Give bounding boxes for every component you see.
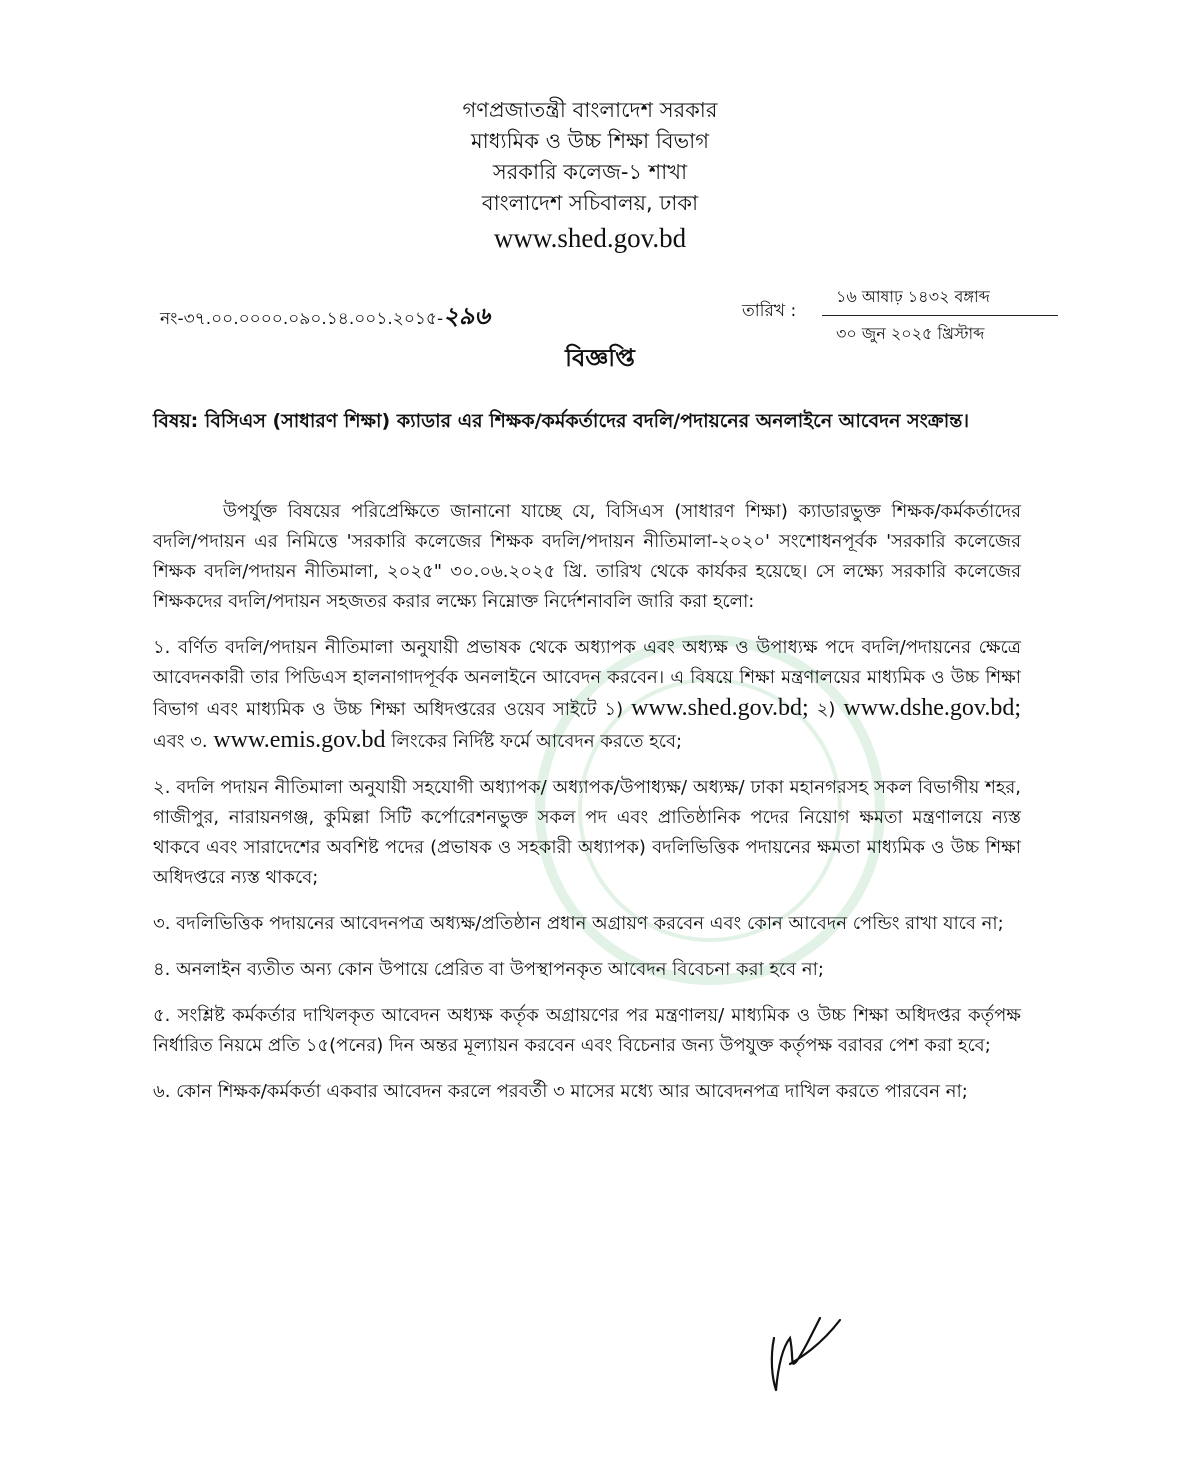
memo-number [160, 298, 490, 338]
point-1-sep-2: এবং ৩. [153, 731, 214, 752]
intro-paragraph: উপর্যুক্ত বিষয়ের পরিপ্রেক্ষিতে জানানো যাচ্ছে যে, বিসিএস (সাধারণ শিক্ষা) ক্যাডারভুক্ত শিক্ষক/কর্মকর্তাদের বদলি/পদায়ন এর নিমিত্তে 'সরকারি কলেজের শিক্ষক বদলি/পদায়ন নীতিমালা-২০২০' সংশোধনপূর্বক 'সরকারি কলেজের শিক্ষক বদলি/পদায়ন নীতিমালা, ২০২৫" ৩০.০৬.২০২৫ খ্রি. তারিখ থেকে কার্যকর হয়েছে। সে লক্ষ্যে সরকারি কলেজের শিক্ষকদের বদলি/পদায়ন সহজতর করার লক্ষ্যে নিম্নোক্ত নির্দেশনাবলি জারি করা হলো: [153, 501, 1021, 612]
point-4: ৪. অনলাইন ব্যতীত অন্য কোন উপায়ে প্রেরিত বা উপস্থাপনকৃত আবেদন বিবেচনা করা হবে না; [153, 959, 824, 980]
point-3: ৩. বদলিভিত্তিক পদায়নের আবেদনপত্র অধ্যক্ষ/প্রতিষ্ঠান প্রধান অগ্রায়ণ করবেন এবং কোন আবেদন পেন্ডিং রাখা যাবে না; [153, 913, 1004, 934]
date-block [822, 284, 1058, 348]
point-6: ৬. কোন শিক্ষক/কর্মকর্তা একবার আবেদন করলে পরবর্তী ৩ মাসের মধ্যে আর আবেদনপত্র দাখিল করতে পারবেন না; [153, 1081, 968, 1102]
dshe-link[interactable]: www.dshe.gov.bd; [843, 695, 1021, 721]
point-1-text: ১. বর্ণিত বদলি/পদায়ন নীতিমালা অনুযায়ী প্রভাষক থেকে অধ্যাপক এবং অধ্যক্ষ ও উপাধ্যক্ষ পদে বদলি/পদায়নের ক্ষেত্রে আবেদনকারী তার পিডিএস হালনাগাদপূর্বক অনলাইনে আবেদন করবেন। এ বিষয়ে শিক্ষা মন্ত্রণালয়ের মাধ্যমিক ও উচ্চ শিক্ষা বিভাগ এবং মাধ্যমিক ও উচ্চ শিক্ষা অধিদপ্তরের ওয়েব সাইটে ১) [153, 637, 1021, 720]
shed-link[interactable]: www.shed.gov.bd; [631, 695, 809, 721]
branch-name: সরকারি কলেজ-১ শাখা [492, 160, 688, 184]
date-label: তারিখ : [742, 301, 797, 321]
letterhead [300, 95, 880, 255]
point-1-sep-1: ২) [808, 699, 844, 720]
signature-icon [760, 1298, 850, 1398]
memo-number-text: নং-৩৭.০০.০০০০.০৯০.১৪.০০১.২০১৫- [160, 309, 444, 329]
point-1 [153, 633, 1021, 757]
point-5: ৫. সংশ্লিষ্ট কর্মকর্তার দাখিলকৃত আবেদন অধ্যক্ষ কর্তৃক অগ্রায়ণের পর মন্ত্রণালয়/ মাধ্যমিক ও উচ্চ শিক্ষা অধিদপ্তর কর্তৃপক্ষ নির্ধারিত নিয়মে প্রতি ১৫(পনের) দিন অন্তর মূল্যায়ন করবেন এবং বিচেনার জন্য উপযুক্ত কর্তৃপক্ষ বরাবর পেশ করা হবে; [153, 1005, 1021, 1056]
point-2: ২. বদলি পদায়ন নীতিমালা অনুযায়ী সহযোগী অধ্যাপক/ অধ্যাপক/উপাধ্যক্ষ/ অধ্যক্ষ/ ঢাকা মহানগরসহ সকল বিভাগীয় শহর, গাজীপুর, নারায়নগঞ্জ, কুমিল্লা সিটি কর্পোরেশনভুক্ত সকল পদ এবং প্রাতিষ্ঠানিক পদের নিয়োগ ক্ষমতা মন্ত্রণালয়ে ন্যস্ত থাকবে এবং সারাদেশের অবশিষ্ট পদের (প্রভাষক ও সহকারী অধ্যাপক) বদলিভিত্তিক পদায়নের ক্ষমতা মাধ্যমিক ও উচ্চ শিক্ষা অধিদপ্তরে ন্যস্ত থাকবে; [153, 777, 1021, 888]
emis-link[interactable]: www.emis.gov.bd [213, 727, 386, 753]
office-address: বাংলাদেশ সচিবালয়, ঢাকা [481, 191, 699, 215]
date-bangla: ১৬ আষাঢ় ১৪৩২ বঙ্গাব্দ [822, 284, 1058, 316]
memo-handwritten-suffix: ২৯৬ [443, 302, 490, 330]
division-name: মাধ্যমিক ও উচ্চ শিক্ষা বিভাগ [470, 129, 710, 153]
subject-line: বিষয়: বিসিএস (সাধারণ শিক্ষা) ক্যাডার এর শিক্ষক/কর্মকর্তাদের বদলি/পদায়নের অনলাইনে আবেদন সংক্রান্ত। [153, 410, 970, 432]
notice-title: বিজ্ঞপ্তি [565, 344, 635, 372]
point-1-tail: লিংকের নির্দিষ্ট ফর্মে আবেদন করতে হবে; [385, 731, 683, 752]
notice-body [153, 497, 1021, 1107]
govt-name: গণপ্রজাতন্ত্রী বাংলাদেশ সরকার [462, 98, 718, 122]
date-gregorian: ৩০ জুন ২০২৫ খ্রিস্টাব্দ [836, 324, 985, 343]
header-website-link[interactable]: www.shed.gov.bd [493, 223, 687, 253]
